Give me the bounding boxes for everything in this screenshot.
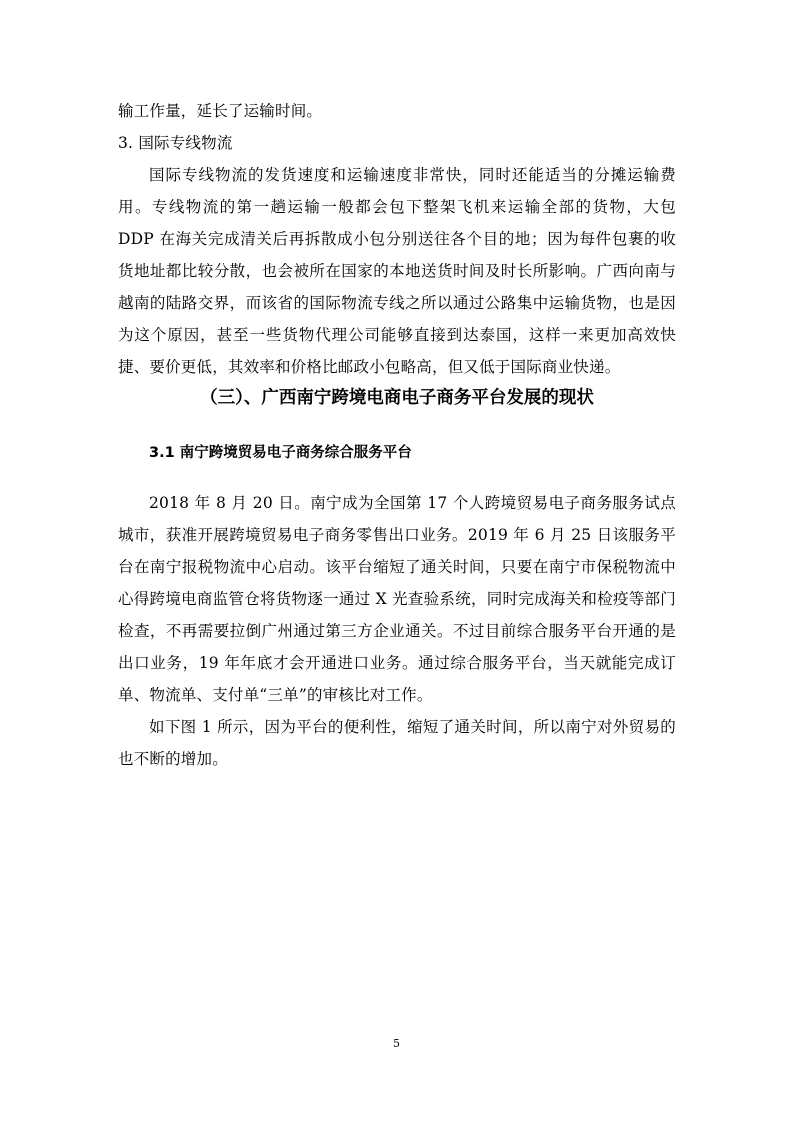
section-heading: （三）、广西南宁跨境电商电子商务平台发展的现状 bbox=[200, 388, 594, 408]
subsection-3-title: 3. 国际专线物流 bbox=[118, 134, 233, 152]
subheading-3-1: 3.1 南宁跨境贸易电子商务综合服务平台 bbox=[149, 445, 412, 461]
continuation-block bbox=[118, 95, 676, 159]
paragraph-intl-line: 国际专线物流的发货速度和运输速度非常快，同时还能适当的分摊运输费用。专线物流的第一趟运输一般都会包下整架飞机来运输全部的货物，大包 DDP 在海关完成清关后再拆散成小包分别送往各个目的地；因为每件包裹的收货地址都比较分散，也会被所在国家的本地送货时间及时长所影响。广西向南与越南的陆路交界，而该省的国际物流专线之所以通过公路集中运输货物，也是因为这个原因，甚至一些货物代理公司能够直接到达泰国，这样一来更加高效快捷、要价更低，其效率和价格比邮政小包略高，但又低于国际商业快递。 bbox=[118, 166, 676, 376]
paragraph-figure: 如下图 1 所示，因为平台的便利性，缩短了通关时间，所以南宁对外贸易的也不断的增加。 bbox=[118, 718, 676, 768]
continuation-text: 输工作量，延长了运输时间。 bbox=[118, 102, 323, 120]
page-number: 5 bbox=[393, 1037, 400, 1050]
paragraph-platform: 2018 年 8 月 20 日。南宁成为全国第 17 个人跨境贸易电子商务服务试点城市，获准开展跨境贸易电子商务零售出口业务。2019 年 6 月 25 日该服务平台在南宁报税物流中心启动。该平台缩短了通关时间，只要在南宁市保税物流中心得跨境电商监管仓将货物逐一通过 X 光查验系统，同时完成海关和检疫等部门检查，不再需要拉倒广州通过第三方企业通关。不过目前综合服务平台开通的是出口业务，19 年年底才会开通进口业务。通过综合服务平台，当天就能完成订单、物流单、支付单“三单”的审核比对工作。 bbox=[118, 494, 676, 704]
intl-line-paragraph-block bbox=[118, 159, 676, 383]
platform-paragraph-block bbox=[118, 487, 676, 775]
